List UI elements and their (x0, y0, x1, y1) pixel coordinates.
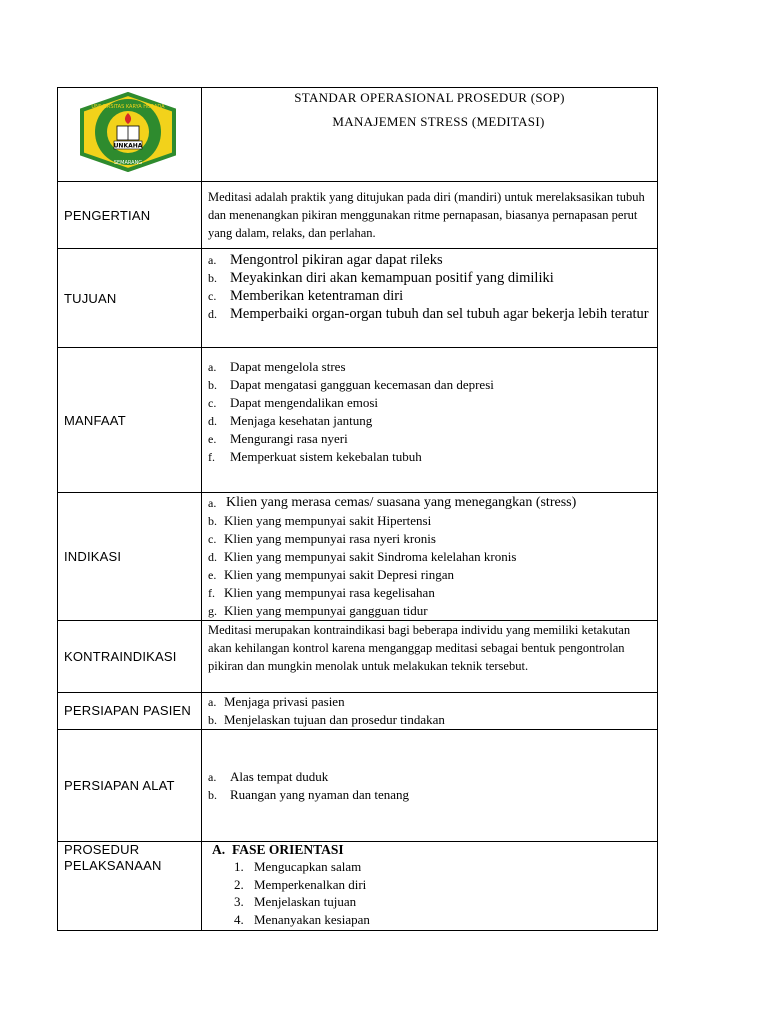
row-pengertian (58, 182, 658, 249)
row-tujuan (58, 249, 658, 348)
list-item: 4. Menanyakan kesiapan (234, 911, 370, 927)
label-indikasi: INDIKASI (58, 493, 202, 621)
list-item: b. Menjelaskan tujuan dan prosedur tindakan (208, 712, 445, 727)
content-pengertian (202, 182, 658, 249)
university-logo-icon (76, 92, 180, 172)
row-indikasi (58, 493, 658, 621)
content-kontraindikasi (202, 621, 658, 693)
list-item: 3. Menjelaskan tujuan (234, 894, 357, 909)
label-tujuan: TUJUAN (58, 249, 202, 348)
list-item: a. Mengontrol pikiran agar dapat rileks (208, 252, 443, 268)
persiapan-alat-list (208, 768, 651, 804)
label-manfaat: MANFAAT (58, 348, 202, 493)
list-item: d. Klien yang mempunyai sakit Sindroma kelelahan kronis (208, 549, 517, 564)
label-persiapan-pasien: PERSIAPAN PASIEN (58, 693, 202, 730)
manfaat-list (208, 358, 651, 466)
list-item: a. Alas tempat duduk (208, 768, 329, 784)
header-row (58, 88, 658, 182)
sop-table (57, 87, 658, 931)
row-persiapan-pasien (58, 693, 658, 730)
row-prosedur (58, 842, 658, 931)
list-item: c. Dapat mengendalikan emosi (208, 395, 379, 410)
logo-bottom-text: SEMARANG (113, 160, 143, 166)
prosedur-steps-list (208, 858, 651, 928)
pengertian-text: Meditasi adalah praktik yang ditujukan pada diri (mandiri) untuk merelaksasikan tubuh dan menenangkan pikiran menggunakan ritme pernapasan, biasanya pernapasan perut yang dalam, relaks, dan perlahan. (208, 190, 645, 240)
content-persiapan-alat (202, 730, 658, 842)
list-item: c. Memberikan ketentraman diri (208, 288, 404, 304)
list-item: 1. Mengucapkan salam (234, 859, 362, 874)
list-item: c. Klien yang mempunyai rasa nyeri kronis (208, 531, 436, 546)
list-item: b. Ruangan yang nyaman dan tenang (208, 786, 410, 802)
label-persiapan-alat: PERSIAPAN ALAT (58, 730, 202, 842)
label-kontraindikasi: KONTRAINDIKASI (58, 621, 202, 693)
list-item: e. Mengurangi rasa nyeri (208, 431, 348, 446)
list-item: e. Klien yang mempunyai sakit Depresi ringan (208, 567, 454, 582)
content-indikasi (202, 493, 658, 621)
list-item: f. Memperkuat sistem kekebalan tubuh (208, 449, 422, 464)
content-prosedur (202, 842, 658, 931)
phase-heading: A. FASE ORIENTASI (212, 842, 344, 857)
list-item: f. Klien yang mempunyai rasa kegelisahan (208, 585, 435, 600)
list-item: b. Klien yang mempunyai sakit Hipertensi (208, 513, 432, 528)
row-persiapan-alat (58, 730, 658, 842)
list-item: a. Dapat mengelola stres (208, 359, 346, 374)
document-title: STANDAR OPERASIONAL PROSEDUR (SOP) (294, 90, 565, 105)
logo-top-text: UNIVERSITAS KARYA HUSADA (91, 104, 165, 110)
logo-cell (58, 88, 202, 182)
list-item: g. Klien yang mempunyai gangguan tidur (208, 603, 428, 618)
list-item: a. Klien yang merasa cemas/ suasana yang menegangkan (stress) (208, 495, 577, 510)
list-item: d. Memperbaiki organ-organ tubuh dan sel tubuh agar bekerja lebih teratur (208, 306, 649, 322)
list-item: b. Dapat mengatasi gangguan kecemasan dan depresi (208, 377, 494, 392)
label-prosedur: PROSEDUR PELAKSANAAN (58, 842, 202, 931)
tujuan-list (208, 251, 651, 323)
row-manfaat (58, 348, 658, 493)
kontraindikasi-text: Meditasi merupakan kontraindikasi bagi beberapa individu yang memiliki ketakutan akan kehilangan kontrol karena menganggap meditasi sebagai bentuk pengontrolan pikiran dan mungkin menolak untuk melakukan teknik tersebut. (208, 623, 631, 673)
row-kontraindikasi (58, 621, 658, 693)
list-item: a. Menjaga privasi pasien (208, 694, 345, 709)
label-pengertian: PENGERTIAN (58, 182, 202, 249)
list-item: 2. Memperkenalkan diri (234, 876, 367, 892)
list-item: b. Meyakinkan diri akan kemampuan positif yang dimiliki (208, 270, 554, 286)
content-tujuan (202, 249, 658, 348)
document-subtitle: MANAJEMEN STRESS (MEDITASI) (332, 114, 545, 129)
indikasi-list (208, 494, 651, 620)
list-item: d. Menjaga kesehatan jantung (208, 413, 373, 428)
content-persiapan-pasien (202, 693, 658, 730)
title-cell (202, 88, 658, 182)
persiapan-pasien-list (208, 693, 651, 729)
content-manfaat (202, 348, 658, 493)
logo-center-text: UNKAHA (113, 142, 143, 150)
